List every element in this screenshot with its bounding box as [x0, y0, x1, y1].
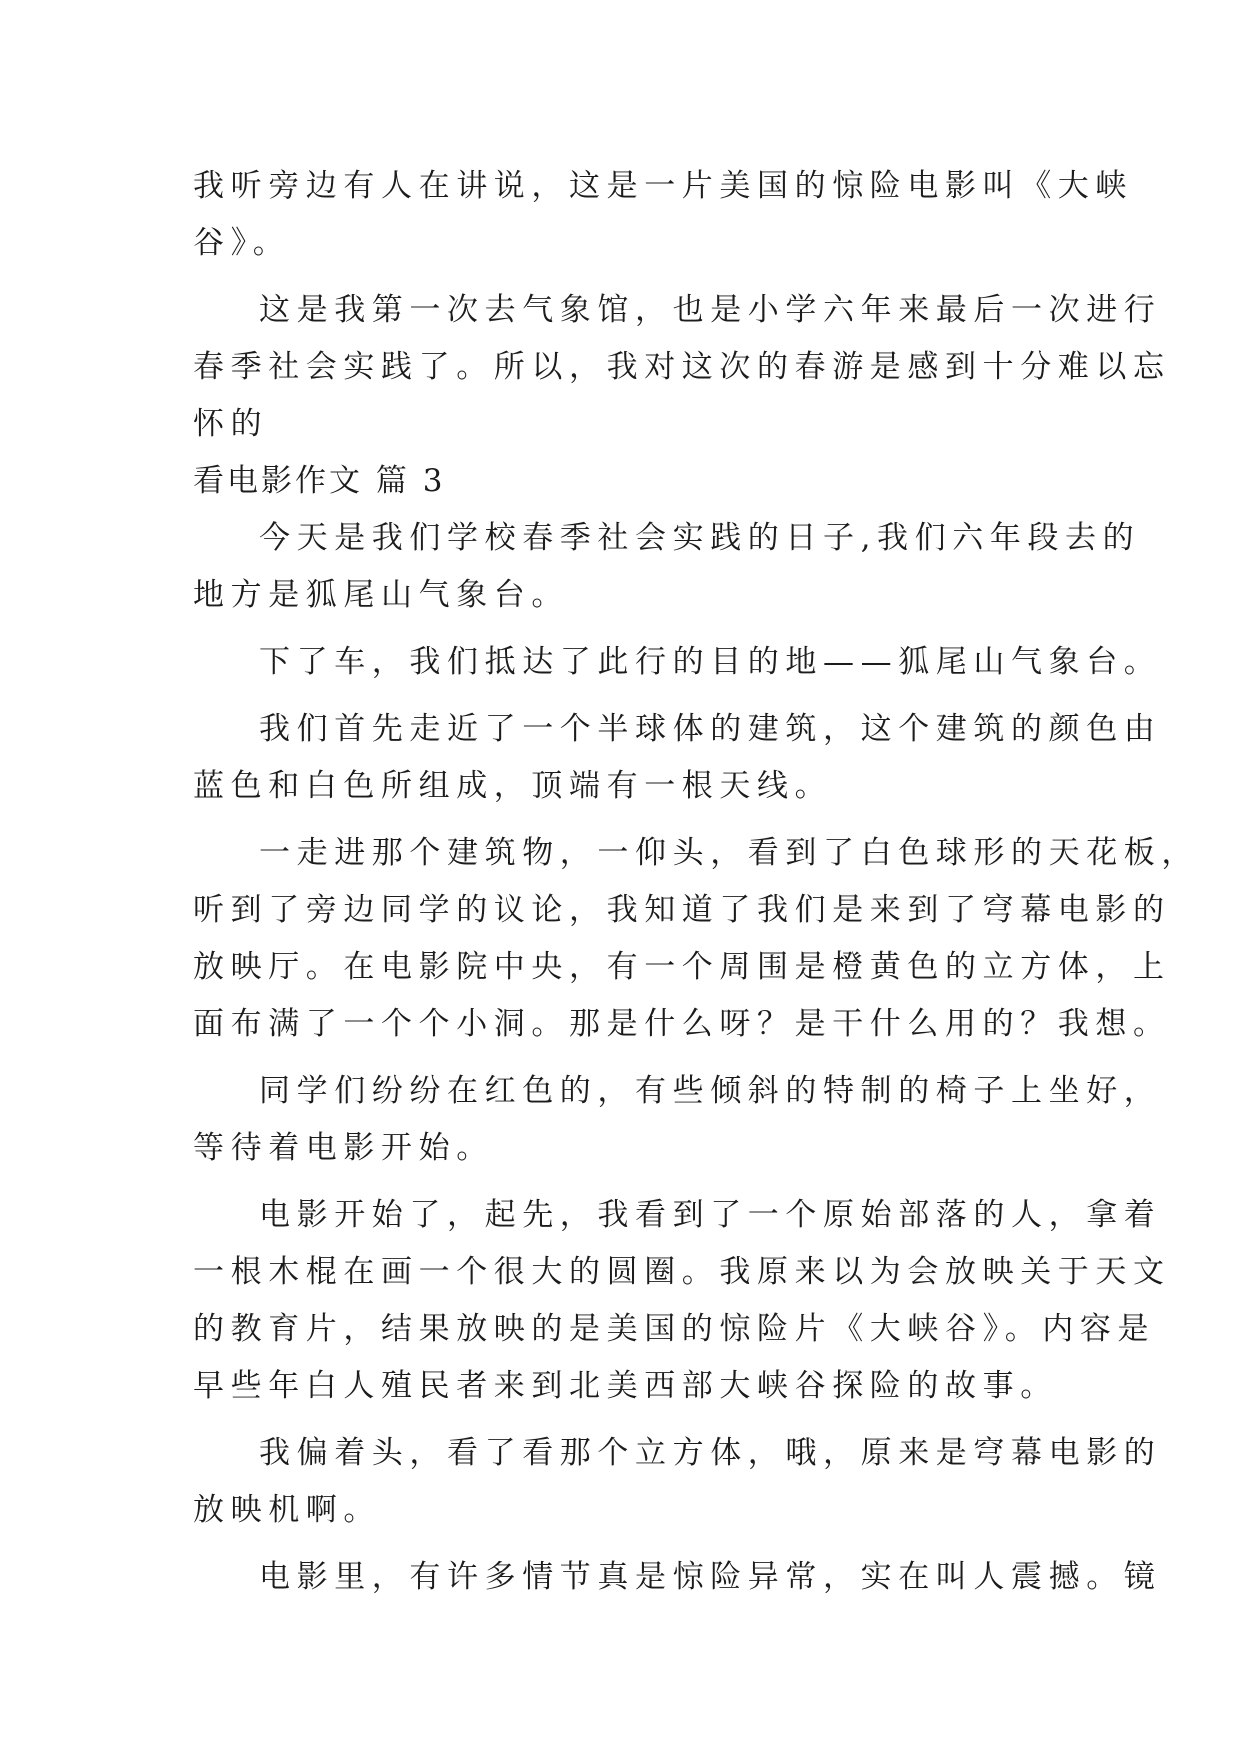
- text-line: 等待着电影开始。: [193, 1130, 494, 1166]
- text-line: 同学们纷纷在红色的，有些倾斜的特制的椅子上坐好，: [259, 1073, 1162, 1109]
- text-line: 蓝色和白色所组成，顶端有一根天线。: [193, 768, 833, 804]
- text-line: 一根木棍在画一个很大的圆圈。我原来以为会放映关于天文: [193, 1254, 1171, 1290]
- text-line: 我听旁边有人在讲说，这是一片美国的惊险电影叫《大峡: [193, 168, 1133, 204]
- text-line: 怀的: [193, 406, 269, 442]
- text-line: 地方是狐尾山气象台。: [193, 577, 569, 613]
- text-line: 早些年白人殖民者来到北美西部大峡谷探险的故事。: [193, 1368, 1058, 1404]
- text-line: 面布满了一个个小洞。那是什么呀？是干什么用的？我想。: [193, 1006, 1171, 1042]
- text-line: 听到了旁边同学的议论，我知道了我们是来到了穹幕电影的: [193, 892, 1171, 928]
- text-line: 今天是我们学校春季社会实践的日子,我们六年段去的: [259, 520, 1141, 556]
- section-title: 看电影作文 篇 3: [193, 463, 446, 499]
- document-body: [193, 158, 1199, 1606]
- text-line: 放映厅。在电影院中央，有一个周围是橙黄色的立方体，上: [193, 949, 1171, 985]
- text-line: 我们首先走近了一个半球体的建筑，这个建筑的颜色由: [259, 711, 1162, 747]
- text-line: 电影里，有许多情节真是惊险异常，实在叫人震撼。镜: [259, 1559, 1162, 1595]
- text-line: 下了车，我们抵达了此行的目的地——狐尾山气象台。: [259, 644, 1162, 680]
- text-line: 这是我第一次去气象馆，也是小学六年来最后一次进行: [259, 292, 1162, 328]
- text-line: 电影开始了，起先，我看到了一个原始部落的人，拿着: [259, 1197, 1162, 1233]
- text-line: 春季社会实践了。所以，我对这次的春游是感到十分难以忘: [193, 349, 1171, 385]
- text-line: 谷》。: [193, 225, 291, 261]
- text-line: 一走进那个建筑物，一仰头，看到了白色球形的天花板，: [259, 835, 1199, 871]
- text-line: 我偏着头，看了看那个立方体，哦，原来是穹幕电影的: [259, 1435, 1162, 1471]
- text-line: 的教育片，结果放映的是美国的惊险片《大峡谷》。内容是: [193, 1311, 1156, 1347]
- text-line: 放映机啊。: [193, 1492, 381, 1528]
